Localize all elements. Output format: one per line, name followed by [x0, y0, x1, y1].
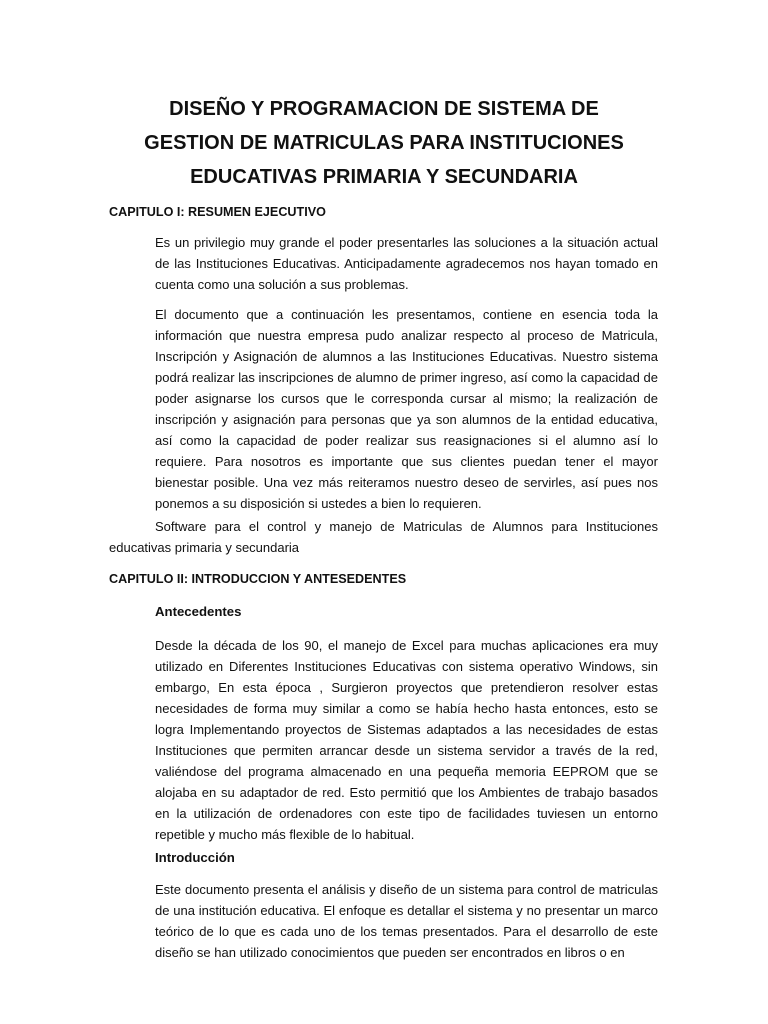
- chapter-1-heading: CAPITULO I: RESUMEN EJECUTIVO: [109, 205, 326, 219]
- chapter-1-paragraph-1: Es un privilegio muy grande el poder presentarles las soluciones a la situación actual de las Instituciones Educativas. Anticipadamente agradecemos nos hayan tomado en cuenta como una solución a sus problemas.: [155, 235, 658, 292]
- document-title: [110, 92, 658, 194]
- chapter-1-paragraph-2: El documento que a continuación les presentamos, contiene en esencia toda la información que nuestra empresa pudo analizar respecto al proceso de Matricula, Inscripción y Asignación de alumnos a las Instituciones Educativas. Nuestro sistema podrá realizar las inscripciones de alumno de primer ingreso, así como la capacidad de poder asignarse los cursos que le corresponda cursar al mismo; la realización de inscripción y asignación para personas que ya son alumnos de la entidad educativa, así como la capacidad de poder realizar sus reasignaciones si el alumno así lo requiere. Para nosotros es importante que sus clientes puedan tener el mayor bienestar posible. Una vez más reiteramos nuestro deseo de servirles, así pues nos ponemos a su disposición si ustedes a bien lo requieren.: [155, 307, 658, 511]
- antecedentes-paragraph: Desde la década de los 90, el manejo de Excel para muchas aplicaciones era muy utilizado en Diferentes Instituciones Educativas con sistema operativo Windows, sin embargo, En esta época , Surgieron proyectos que pretendieron resolver estas necesidades de forma muy similar a como se había hecho hasta entonces, esto se logra Implementando proyectos de Sistemas adaptados a las necesidades de estas Instituciones que permiten arrancar desde un sistema servidor a través de la red, valiéndose del programa almacenado en una pequeña memoria EEPROM que se alojaba en su adaptador de red. Esto permitió que los Ambientes de trabajo basados en la utilización de ordenadores con este tipo de facilidades tuviesen un entorno repetible y mucho más flexible de lo habitual.: [155, 638, 658, 842]
- chapter-1-paragraph-3: Software para el control y manejo de Matriculas de Alumnos para Instituciones educativas primaria y secundaria: [109, 519, 658, 555]
- introduccion-paragraph: Este documento presenta el análisis y diseño de un sistema para control de matriculas de una institución educativa. El enfoque es detallar el sistema y no presentar un marco teórico de lo que es cada uno de los temas presentados. Para el desarrollo de este diseño se han utilizado conocimientos que pueden ser encontrados en libros o en: [155, 882, 658, 960]
- subheading-introduccion: Introducción: [155, 850, 235, 865]
- chapter-2-heading: CAPITULO II: INTRODUCCION Y ANTESEDENTES: [109, 572, 407, 586]
- subheading-antecedentes: Antecedentes: [155, 604, 242, 619]
- title-line-2: GESTION DE MATRICULAS PARA INSTITUCIONES: [144, 132, 624, 154]
- title-line-3: EDUCATIVAS PRIMARIA Y SECUNDARIA: [190, 166, 578, 188]
- title-line-1: DISEÑO Y PROGRAMACION DE SISTEMA DE: [169, 98, 599, 120]
